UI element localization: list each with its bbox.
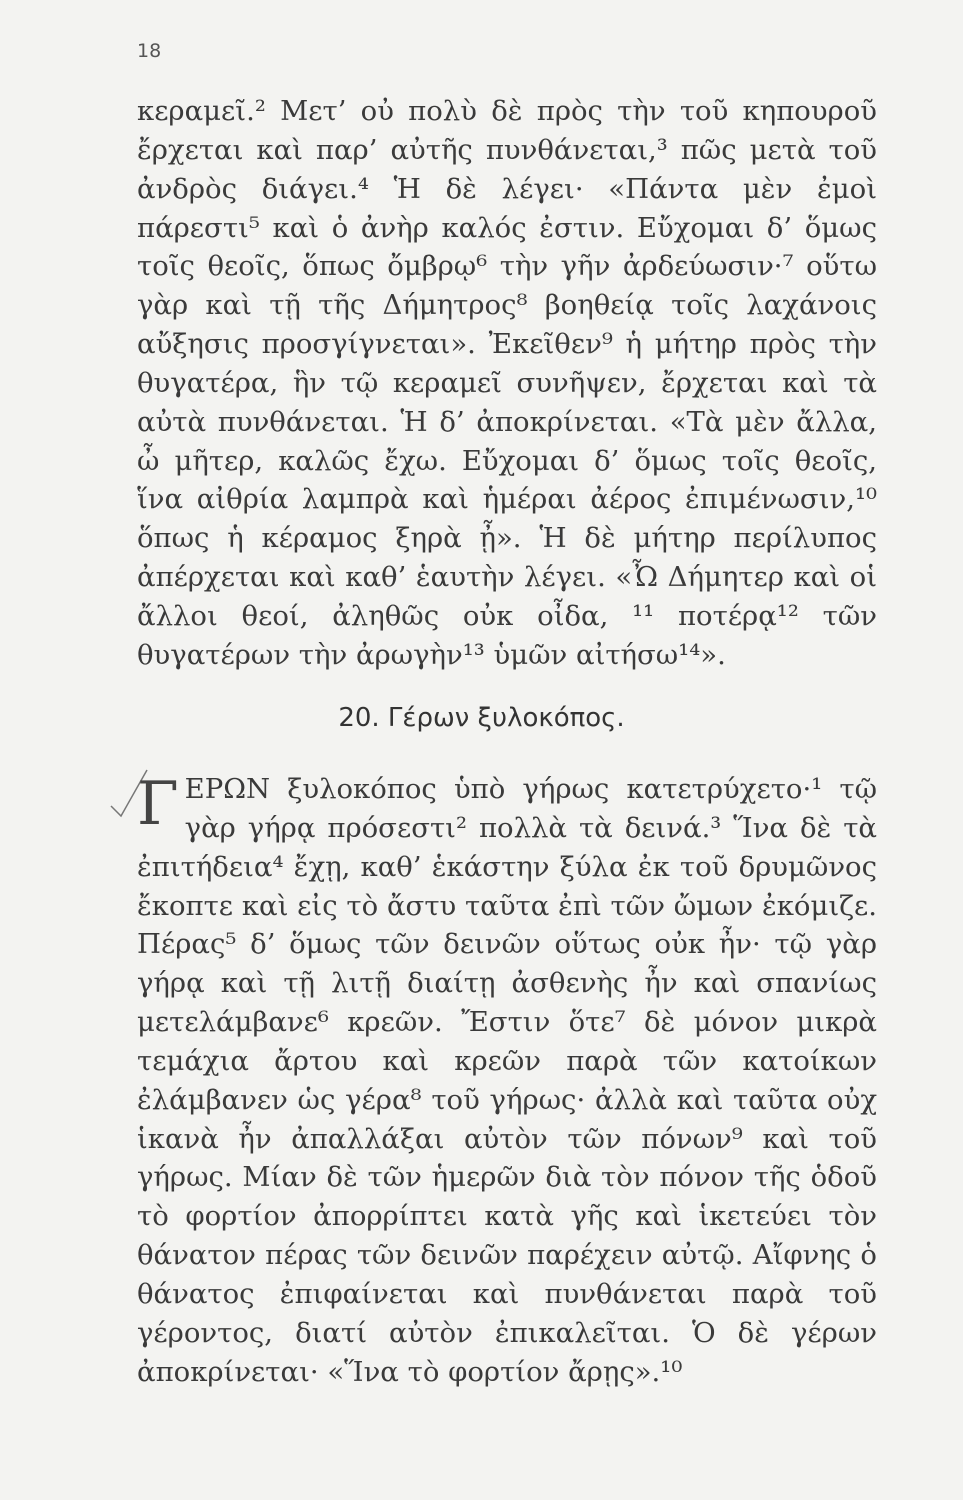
paragraph-2-text: ΕΡΩΝ ξυλοκόπος ὑπὸ γήρως κατετρύχετο·¹ τῷ γὰρ γήρᾳ πρόσεστι² πολλὰ τὰ δεινά.³ Ἵνα δὲ τὰ ἐπιτήδεια⁴ ἔχῃ, καθ’ ἑκάστην ξύλα ἐκ τοῦ δρυμῶνος ἔκοπτε καὶ εἰς τὸ ἄστυ ταῦτα ἐπὶ τῶν ὤμων ἐκόμιζε. Πέρας⁵ δ’ ὅμως τῶν δεινῶν οὕτως οὐκ ἦν· τῷ γὰρ γήρᾳ καὶ τῇ λιτῇ διαίτῃ ἀσθενὴς ἦν καὶ σπανίως μετελάμβανε⁶ κρεῶν. Ἔστιν ὅτε⁷ δὲ μόνον μικρὰ τεμάχια ἄρτου καὶ κρεῶν παρὰ τῶν κατοίκων ἐλάμβανεν ὡς γέρα⁸ τοῦ γήρως· ἀλλὰ καὶ ταῦτα οὐχ ἱκανὰ ἦν ἀπαλλάξαι αὐτὸν τῶν πόνων⁹ καὶ τοῦ γήρως. Μίαν δὲ τῶν ἡμερῶν διὰ τὸν πόνον τῆς ὁδοῦ τὸ φορτίον ἀπορρίπτει κατὰ γῆς καὶ ἱκετεύει τὸν θάνατον πέρας τῶν δεινῶν παρέχειν αὐτῷ. Αἴφνης ὁ θάνατος ἐπιφαίνεται καὶ πυνθάνεται παρὰ τοῦ γέροντος, διατί αὐτὸν ἐπικαλεῖται. Ὁ δὲ γέρων ἀποκρίνεται· «Ἵνα τὸ φορτίον ἄρῃς».¹⁰: [137, 773, 877, 1388]
page-number: 18: [137, 40, 162, 62]
drop-cap: Γ: [137, 769, 179, 839]
paragraph-2: [137, 770, 877, 1392]
section-title: 20. Γέρων ξυλοκόπος.: [338, 703, 625, 733]
paragraph-1: κεραμεῖ.² Μετ’ οὐ πολὺ δὲ πρὸς τὴν τοῦ κηπουροῦ ἔρχεται καὶ παρ’ αὐτῆς πυνθάνεται,³ πῶς μετὰ τοῦ ἀνδρὸς διάγει.⁴ Ἡ δὲ λέγει· «Πάντα μὲν ἐμοὶ πάρεστι⁵ καὶ ὁ ἀνὴρ καλός ἐστιν. Εὔχομαι δ’ ὅμως τοῖς θεοῖς, ὅπως ὄμβρῳ⁶ τὴν γῆν ἀρδεύωσιν·⁷ οὕτω γὰρ καὶ τῇ τῆς Δήμητρος⁸ βοηθείᾳ τοῖς λαχάνοις αὔξησις προσγίγνεται». Ἐκεῖθεν⁹ ἡ μήτηρ πρὸς τὴν θυγατέρα, ἣν τῷ κεραμεῖ συνῆψεν, ἔρχεται καὶ τὰ αὐτὰ πυνθάνεται. Ἡ δ’ ἀποκρίνεται. «Τὰ μὲν ἄλλα, ὦ μῆτερ, καλῶς ἔχω. Εὔχομαι δ’ ὅμως τοῖς θεοῖς, ἵνα αἰθρία λαμπρὰ καὶ ἡμέραι ἀέρος ἐπιμένωσιν,¹⁰ ὅπως ἡ κέραμος ξηρὰ ᾖ». Ἡ δὲ μήτηρ περίλυπος ἀπέρχεται καὶ καθ’ ἑαυτὴν λέγει. «Ὦ Δήμητερ καὶ οἱ ἄλλοι θεοί, ἀληθῶς οὐκ οἶδα, ¹¹ ποτέρᾳ¹² τῶν θυγατέρων τὴν ἀρωγὴν¹³ ὑμῶν αἰτήσω¹⁴».: [137, 95, 877, 671]
